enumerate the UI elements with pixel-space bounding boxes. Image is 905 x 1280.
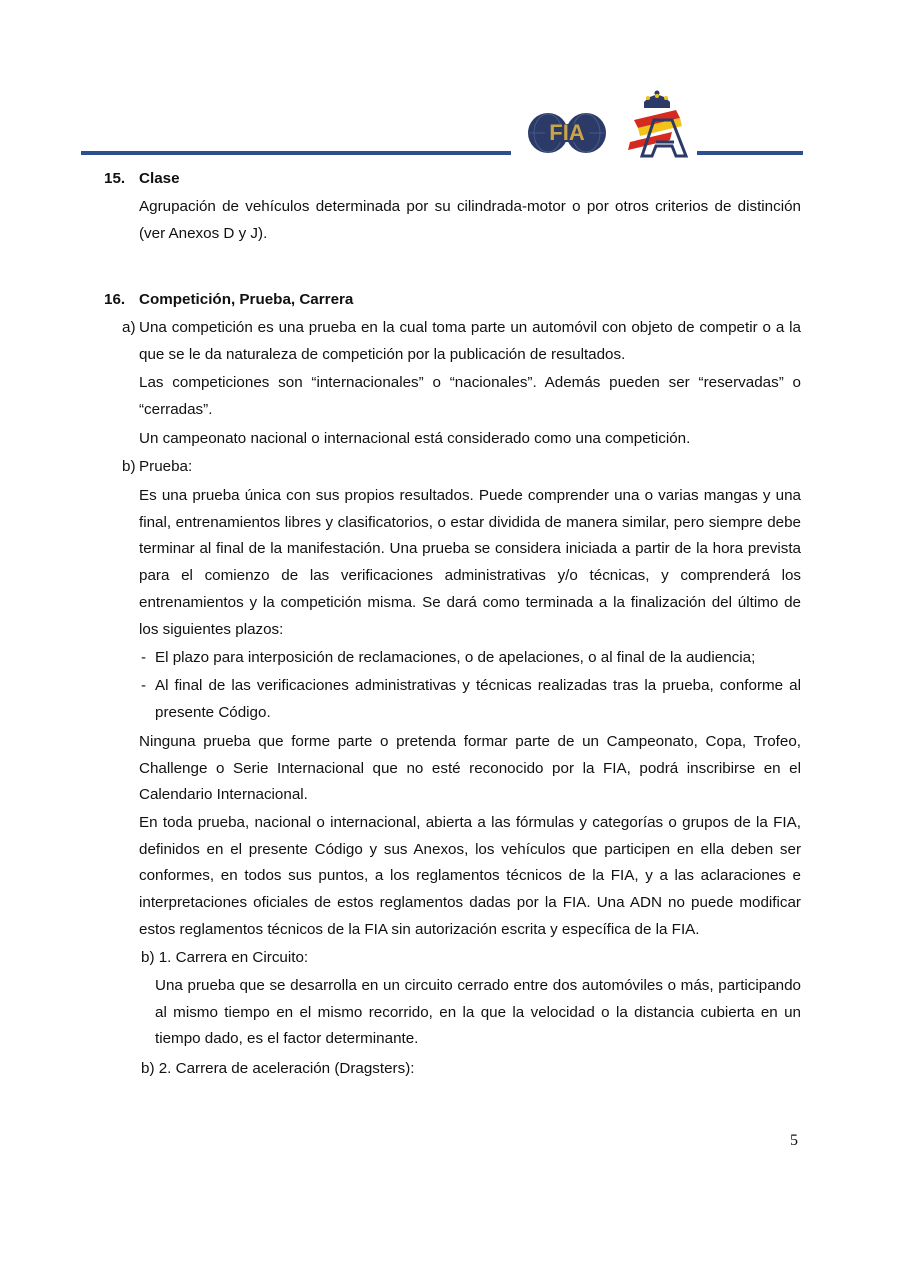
item-b-paragraph-2: Ninguna prueba que forme parte o pretenda formar parte de un Campeonato, Copa, Trofeo, Challenge o Serie Internacional que no esté reconocido por la FIA, podrá inscribirse en el Calendario Internacional.	[139, 733, 801, 804]
fia-logo	[527, 105, 607, 161]
header-rule-right	[697, 151, 803, 155]
section-16-title: Competición, Prueba, Carrera	[139, 291, 354, 308]
subsection-b1-title: b) 1. Carrera en Circuito:	[141, 949, 309, 966]
rfeda-logo	[626, 90, 688, 158]
page-number: 5	[790, 1132, 798, 1149]
item-b-paragraph-3: En toda prueba, nacional o internacional, abierta a las fórmulas y categorías o grupos de la FIA, definidos en el presente Código y sus Anexos, los vehículos que participen en ella deben ser conformes, en todos sus puntos, a los reglamentos técnicos de la FIA, y a las aclaraciones e interpretaciones oficiales de estos reglamentos dadas por la FIA. Una ADN no puede modificar estos reglamentos técnicos de la FIA sin autorización escrita y específica de la FIA.	[139, 814, 801, 938]
item-b-title: Prueba:	[139, 458, 193, 475]
item-b-paragraph-1: Es una prueba única con sus propios resultados. Puede comprender una o varias mangas y una final, entrenamientos libres y clasificatorios, o estar dividida de manera similar, pero siempre debe terminar al final de la manifestación. Una prueba se considera iniciada a partir de la hora prevista para el comienzo de las verificaciones administrativas y/o técnicas, y comprenderá los entrenamientos y la competición misma. Se dará como terminada a la finalización del último de los siguientes plazos:	[139, 487, 801, 638]
section-16-number: 16.	[104, 291, 126, 308]
subsection-b1-body: Una prueba que se desarrolla en un circuito cerrado entre dos automóviles o más, participando al mismo tiempo en el mismo recorrido, en la que la velocidad o la distancia cubierta en un tiempo dado, es el factor determinante.	[155, 977, 801, 1048]
item-a-paragraph-2: Las competiciones son “internacionales” o “nacionales”. Además pueden ser “reservadas” o “cerradas”.	[139, 374, 801, 418]
header-rule-left	[81, 151, 511, 155]
list-item: El plazo para interposición de reclamaciones, o de apelaciones, o al final de la audiencia;	[155, 649, 756, 666]
section-15-title: Clase	[139, 170, 180, 187]
item-a-label: a)	[122, 319, 136, 336]
section-15-number: 15.	[104, 170, 126, 187]
subsection-b2-title: b) 2. Carrera de aceleración (Dragsters):	[141, 1060, 415, 1077]
list-dash: -	[141, 649, 147, 666]
item-a-paragraph-3: Un campeonato nacional o internacional está considerado como una competición.	[139, 430, 691, 447]
item-a-paragraph-1: Una competición es una prueba en la cual toma parte un automóvil con objeto de competir o a la que se le da naturaleza de competición por la publicación de resultados.	[139, 319, 801, 363]
list-dash: -	[141, 677, 147, 694]
list-item: Al final de las verificaciones administrativas y técnicas realizadas tras la prueba, conforme al presente Código.	[155, 677, 801, 721]
section-15-body: Agrupación de vehículos determinada por su cilindrada-motor o por otros criterios de distinción (ver Anexos D y J).	[139, 198, 801, 242]
item-b-label: b)	[122, 458, 136, 475]
fia-logo-text: FIA	[549, 120, 585, 145]
